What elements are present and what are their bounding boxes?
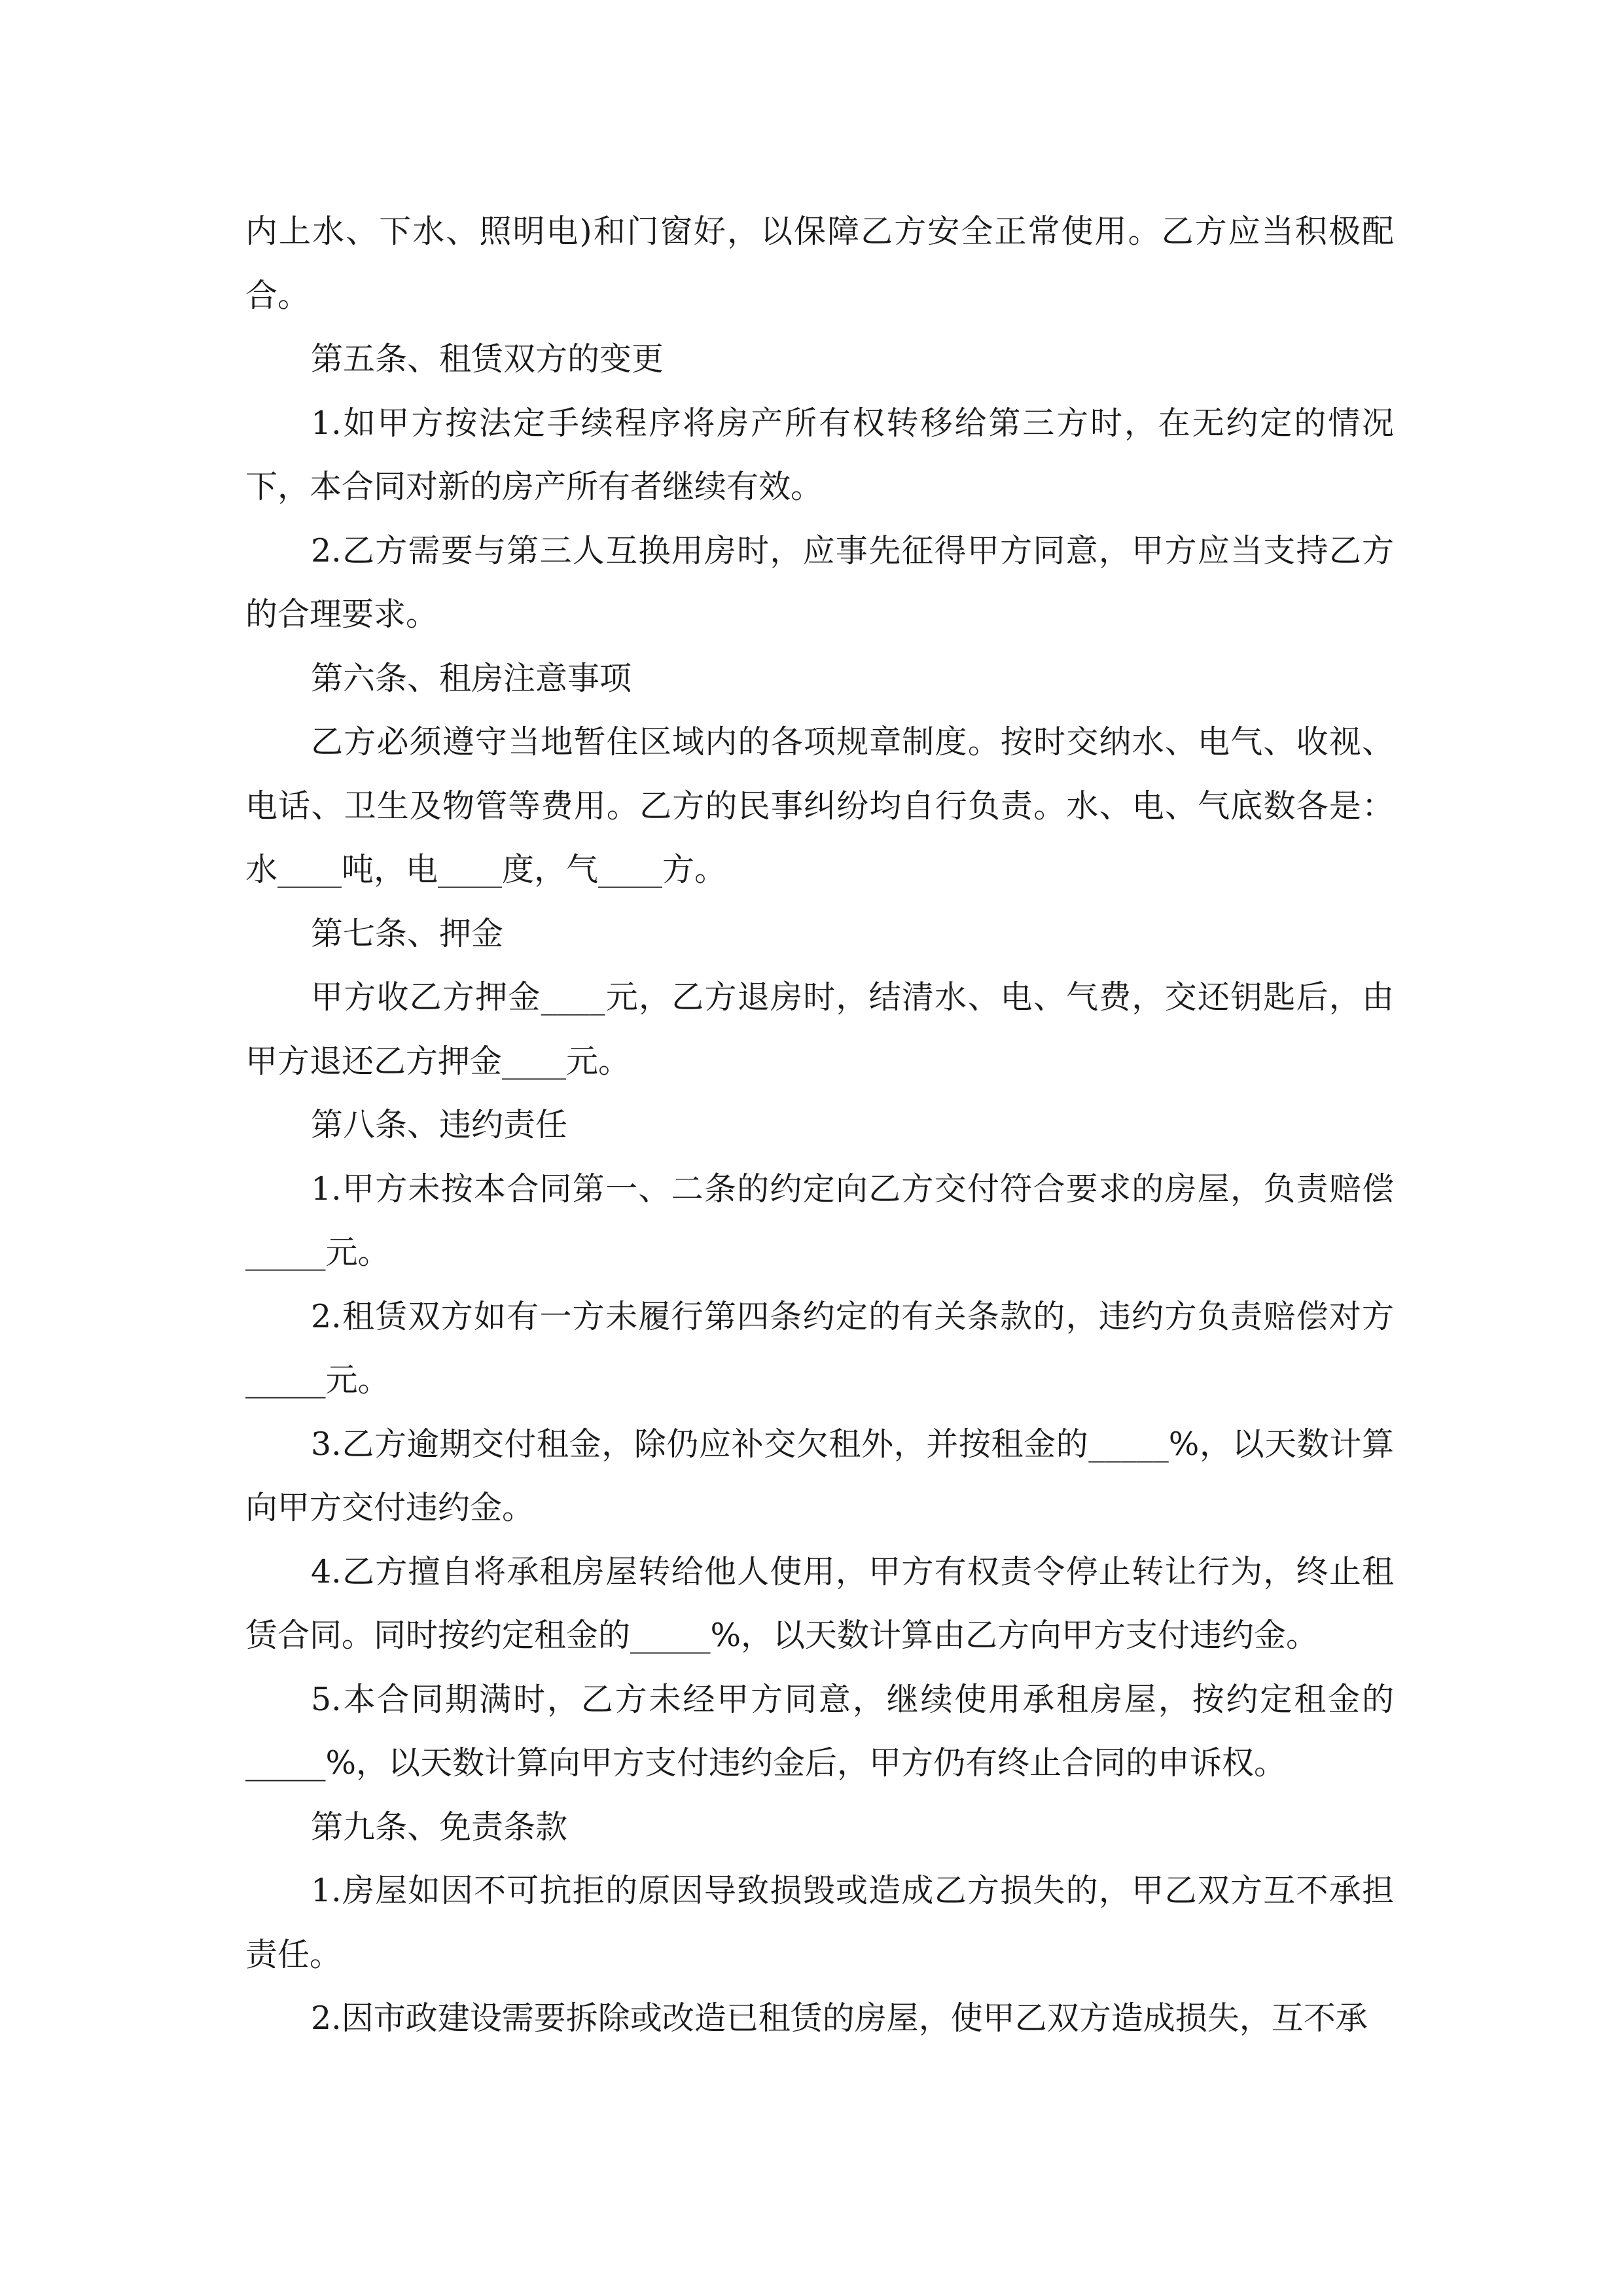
article-8-clause-4: 4.乙方擅自将承租房屋转给他人使用，甲方有权责令停止转让行为，终止租赁合同。同时按约定租金的_____%，以天数计算由乙方向甲方支付违约金。 xyxy=(245,1552,1394,1654)
article-9-clause-1: 1.房屋如因不可抗拒的原因导致损毁或造成乙方损失的，甲乙双方互不承担责任。 xyxy=(245,1872,1394,1973)
article-5-clause-2: 2.乙方需要与第三人互换用房时，应事先征得甲方同意，甲方应当支持乙方的合理要求。 xyxy=(245,531,1394,633)
article-6-body: 乙方必须遵守当地暂住区域内的各项规章制度。按时交纳水、电气、收视、电话、卫生及物管等费用。乙方的民事纠纷均自行负责。水、电、气底数各是：水____吨，电____度，气____方。 xyxy=(245,723,1394,888)
article-9-clause-2: 2.因市政建设需要拆除或改造已租赁的房屋，使甲乙双方造成损失，互不承 xyxy=(311,2000,1368,2037)
article-8-clause-3: 3.乙方逾期交付租金，除仍应补交欠租外，并按租金的_____%，以天数计算向甲方交付违约金。 xyxy=(245,1425,1394,1526)
article-8-clause-2: 2.租赁双方如有一方未履行第四条约定的有关条款的，违约方负责赔偿对方_____元。 xyxy=(245,1297,1394,1399)
article-7-body: 甲方收乙方押金____元，乙方退房时，结清水、电、气费，交还钥匙后，由甲方退还乙方押金____元。 xyxy=(245,978,1394,1080)
document-body xyxy=(245,200,1394,2051)
article-5-clause-1: 1.如甲方按法定手续程序将房产所有权转移给第三方时，在无约定的情况下，本合同对新的房产所有者继续有效。 xyxy=(245,404,1394,505)
article-8-clause-1: 1.甲方未按本合同第一、二条的约定向乙方交付符合要求的房屋，负责赔偿_____元。 xyxy=(245,1170,1394,1271)
paragraph-continuation: 内上水、下水、照明电)和门窗好，以保障乙方安全正常使用。乙方应当积极配合。 xyxy=(245,213,1394,314)
article-8-clause-5: 5.本合同期满时，乙方未经甲方同意，继续使用承租房屋，按约定租金的_____%，以天数计算向甲方支付违约金后，甲方仍有终止合同的申诉权。 xyxy=(245,1680,1394,1782)
article-5-heading: 第五条、租赁双方的变更 xyxy=(311,340,664,378)
article-9-heading: 第九条、免责条款 xyxy=(311,1808,568,1846)
article-7-heading: 第七条、押金 xyxy=(311,914,504,952)
article-8-heading: 第八条、违约责任 xyxy=(311,1106,568,1143)
article-6-heading: 第六条、租房注意事项 xyxy=(311,659,632,697)
